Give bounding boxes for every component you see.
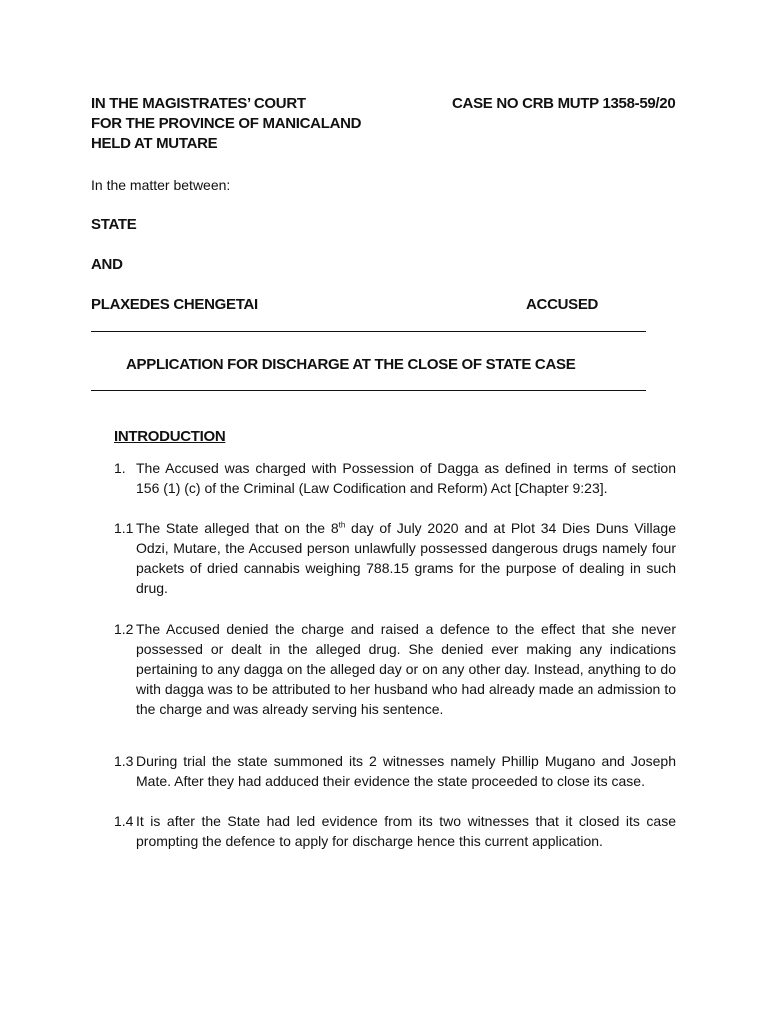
paragraph-text-start: The State alleged that on the 8 [136,520,339,536]
court-line-1: IN THE MAGISTRATES’ COURT [91,95,306,112]
paragraph-1-1 [114,518,676,598]
paragraph-text: The Accused denied the charge and raised a defence to the effect that she never possessed or dealt in the alleged drug. She denied ever making any indications pertaining to any dagga on the alleged day or on any other day. Instead, anything to do with dagga was to be attributed to her husband who had already made an admission to the charge and was already serving his sentence. [136,621,676,717]
court-line-3: HELD AT MUTARE [91,135,218,152]
paragraph-1-2 [114,619,676,719]
case-number: CASE NO CRB MUTP 1358-59/20 [452,95,676,112]
paragraph-number: 1.1 [114,520,134,536]
paragraph-1-3 [114,751,676,791]
court-heading [91,94,361,154]
divider-bottom [91,390,646,391]
ordinal-superscript: th [338,520,346,530]
paragraph-number: 1.2 [114,621,134,637]
party-and: AND [91,256,123,273]
paragraph-text-end: day of July 2020 and at Plot 34 Dies Duns Village Odzi, Mutare, the Accused person unlawfully possessed dangerous drugs namely four packets of dried cannabis weighing 788.15 grams for the purpose of dealing in such drug. [136,520,676,596]
paragraph-text [114,518,676,598]
paragraph-number: 1.4 [114,813,134,829]
paragraph-text: During trial the state summoned its 2 witnesses namely Phillip Mugano and Joseph Mate. After they had adduced their evidence the state proceeded to close its case. [136,753,676,789]
paragraph-1 [114,458,676,498]
party-accused-role: ACCUSED [526,296,599,313]
paragraph-number: 1. [114,460,126,476]
matter-between: In the matter between: [91,177,231,193]
divider-top [91,331,646,332]
paragraph-text: It is after the State had led evidence from its two witnesses that it closed its case prompting the defence to apply for discharge hence this current application. [136,813,676,849]
paragraph-1-4 [114,811,676,851]
party-accused-name: PLAXEDES CHENGETAI [91,296,258,313]
paragraph-text: The Accused was charged with Possession of Dagga as defined in terms of section 156 (1) (c) of the Criminal (Law Codification and Reform) Act [Chapter 9:23]. [136,460,676,496]
application-title: APPLICATION FOR DISCHARGE AT THE CLOSE OF STATE CASE [126,356,576,373]
party-state: STATE [91,216,137,233]
court-line-2: FOR THE PROVINCE OF MANICALAND [91,115,362,132]
paragraph-number: 1.3 [114,753,134,769]
introduction-heading: INTRODUCTION [114,428,226,445]
